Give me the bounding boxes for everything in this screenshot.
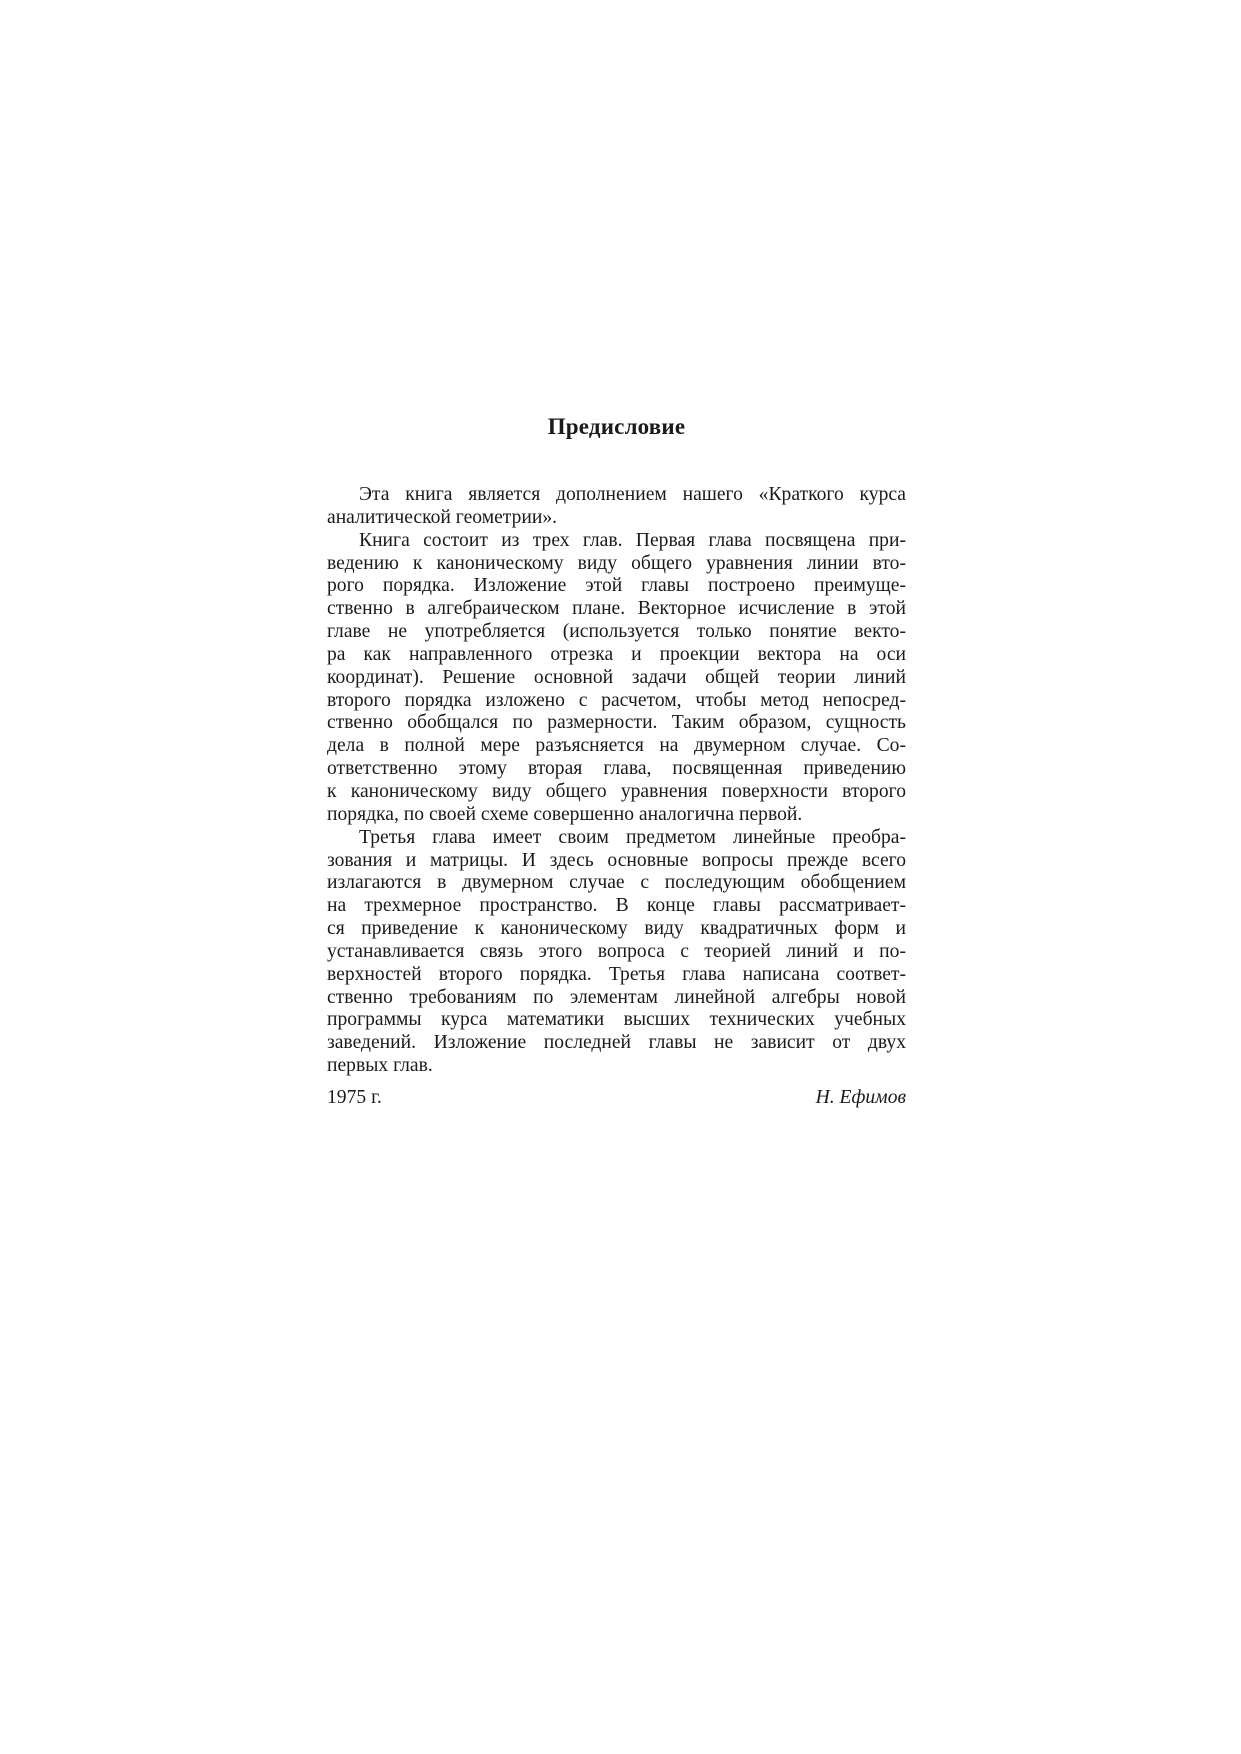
text-line: аналитической геометрии». xyxy=(327,506,558,528)
text-line: координат). Решение основной задачи общей теории линий xyxy=(327,666,906,688)
text-line: главе не употребляется (используется только понятие векто- xyxy=(327,621,906,643)
year-text: 1975 г. xyxy=(327,1086,382,1108)
text-line: программы курса математики высших технических учебных xyxy=(327,1009,906,1031)
paragraph-3 xyxy=(327,827,906,1078)
signature-line xyxy=(327,1086,906,1110)
text-line: Третья глава имеет своим предметом линейные преобра- xyxy=(359,826,906,848)
text-line: к каноническому виду общего уравнения поверхности второго xyxy=(327,780,906,802)
author-name: Н. Ефимов xyxy=(815,1086,906,1108)
text-line: Эта книга является дополнением нашего «Краткого курса xyxy=(359,484,906,505)
text-line: заведений. Изложение последней главы не зависит от двух xyxy=(327,1032,906,1054)
text-line: верхностей второго порядка. Третья глава написана соответ- xyxy=(327,963,906,985)
text-line: ственно требованиям по элементам линейной алгебры новой xyxy=(327,986,906,1008)
paragraph-1 xyxy=(327,484,906,530)
text-line: порядка, по своей схеме совершенно аналогична первой. xyxy=(327,803,803,825)
text-line: ся приведение к каноническому виду квадратичных форм и xyxy=(327,918,906,940)
text-line: излагаются в двумерном случае с последующим обобщением xyxy=(327,872,906,894)
text-line: ственно в алгебраическом плане. Векторное исчисление в этой xyxy=(327,598,906,620)
text-line: ственно обобщался по размерности. Таким образом, сущность xyxy=(327,712,906,734)
paragraph-2 xyxy=(327,530,906,827)
text-line: первых глав. xyxy=(327,1055,433,1077)
text-line: зования и матрицы. И здесь основные вопросы прежде всего xyxy=(327,849,906,871)
text-line: дела в полной мере разъясняется на двумерном случае. Со- xyxy=(327,735,906,757)
text-line: ра как направленного отрезка и проекции вектора на оси xyxy=(327,643,906,665)
text-line: на трехмерное пространство. В конце главы рассматривает- xyxy=(327,895,906,917)
preface-block xyxy=(327,410,906,1110)
text-line: рого порядка. Изложение этой главы построено преимуще- xyxy=(327,575,906,597)
text-line: ведению к каноническому виду общего уравнения линии вто- xyxy=(327,552,906,574)
text-line: устанавливается связь этого вопроса с теорией линий и по- xyxy=(327,940,906,962)
page-title: Предисловие xyxy=(547,414,686,439)
text-line: Книга состоит из трех глав. Первая глава посвящена при- xyxy=(359,529,906,551)
text-line: второго порядка изложено с расчетом, чтобы метод непосред- xyxy=(327,689,906,711)
text-line: ответственно этому вторая глава, посвященная приведению xyxy=(327,758,906,780)
